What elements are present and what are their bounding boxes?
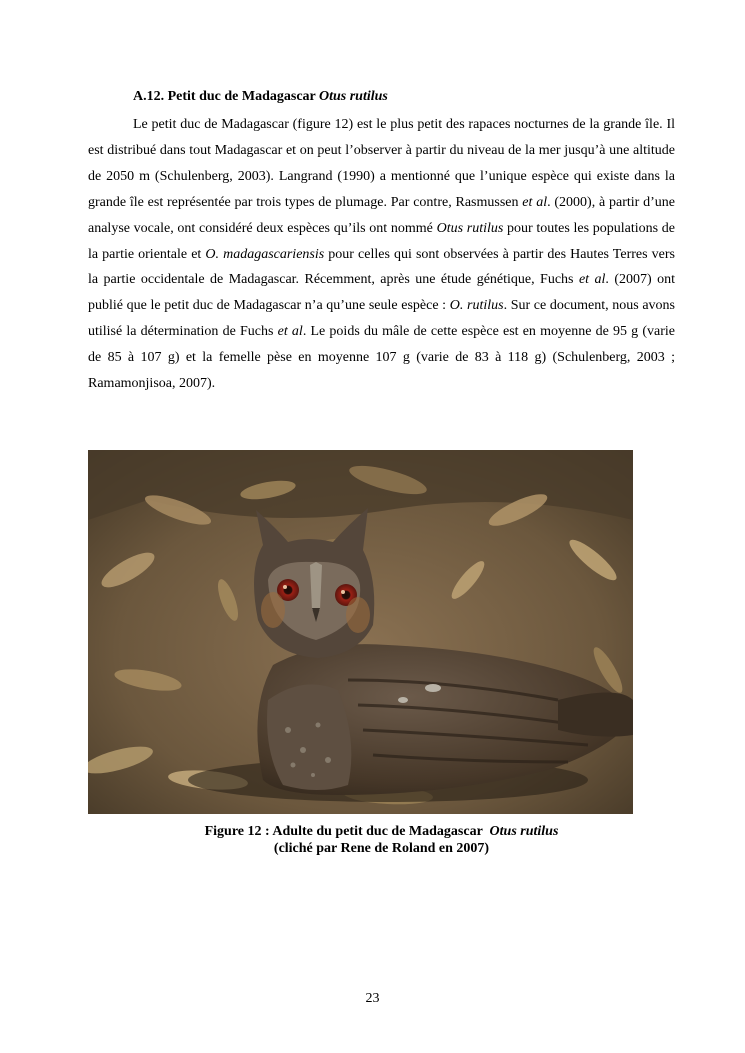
paragraph-text-run: pour celles qui sont observées à partir des Hautes Terres vers la partie occidentale de Madagascar. Récemment, après une étude génétique, Fuchs <box>88 246 675 288</box>
section-species-name: Otus rutilus <box>319 89 388 104</box>
paragraph-text-run: . (2007) ont publié que le petit duc de Madagascar n’a qu’une seule espèce : <box>88 272 675 314</box>
paragraph-italic-run: O. madagascariensis <box>205 246 325 262</box>
paragraph-italic-run: et al <box>277 324 303 340</box>
body-paragraph <box>88 112 675 397</box>
paragraph-text-run: pour toutes les populations de la partie orientale et <box>88 220 676 262</box>
section-heading <box>133 89 388 105</box>
figure-caption-line-1 <box>88 823 675 840</box>
owl-photo <box>88 450 633 814</box>
paragraph-italic-run: Otus rutilus <box>436 220 504 236</box>
owl-photo-drawing <box>88 450 633 814</box>
paragraph-text-run: . (2000), à partir d’une analyse vocale, ont considéré deux espèces qu’ils ont nommé <box>88 194 676 236</box>
paragraph-italic-run: et al <box>578 272 606 288</box>
caption-species: Otus rutilus <box>489 824 559 839</box>
paragraph-text-run: . Sur ce document, nous avons utilisé la détermination de Fuchs <box>88 298 675 340</box>
paragraph-text-run: Le petit duc de Madagascar (figure 12) est le plus petit des rapaces nocturnes de la grande île. Il est distribué dans tout Madagascar et on peut l’observer à partir du niveau de la mer jusqu’à une altitude de 2050 m (Schulenberg, 2003). Langrand (1990) a mentionné que l’unique espèce qui existe dans la grande île est représentée par trois types de plumage. Par contre, Rasmussen <box>88 117 675 210</box>
paragraph-italic-run: O. rutilus <box>449 298 504 314</box>
paragraph-text-run: . Le poids du mâle de cette espèce est en moyenne de 95 g (varie de 85 à 107 g) et la femelle pèse en moyenne 107 g (varie de 83 à 118 g) (Schulenberg, 2003 ; Ramamonjisoa, 2007). <box>88 324 675 392</box>
page-number: 23 <box>365 991 380 1006</box>
paragraph-italic-run: et al <box>522 194 548 210</box>
section-number-title: A.12. Petit duc de Madagascar <box>133 89 319 104</box>
figure-caption-line-2: (cliché par Rene de Roland en 2007) <box>273 841 490 856</box>
figure-caption <box>88 823 675 857</box>
caption-label: Figure 12 : Adulte du petit duc de Madagascar <box>204 824 490 839</box>
